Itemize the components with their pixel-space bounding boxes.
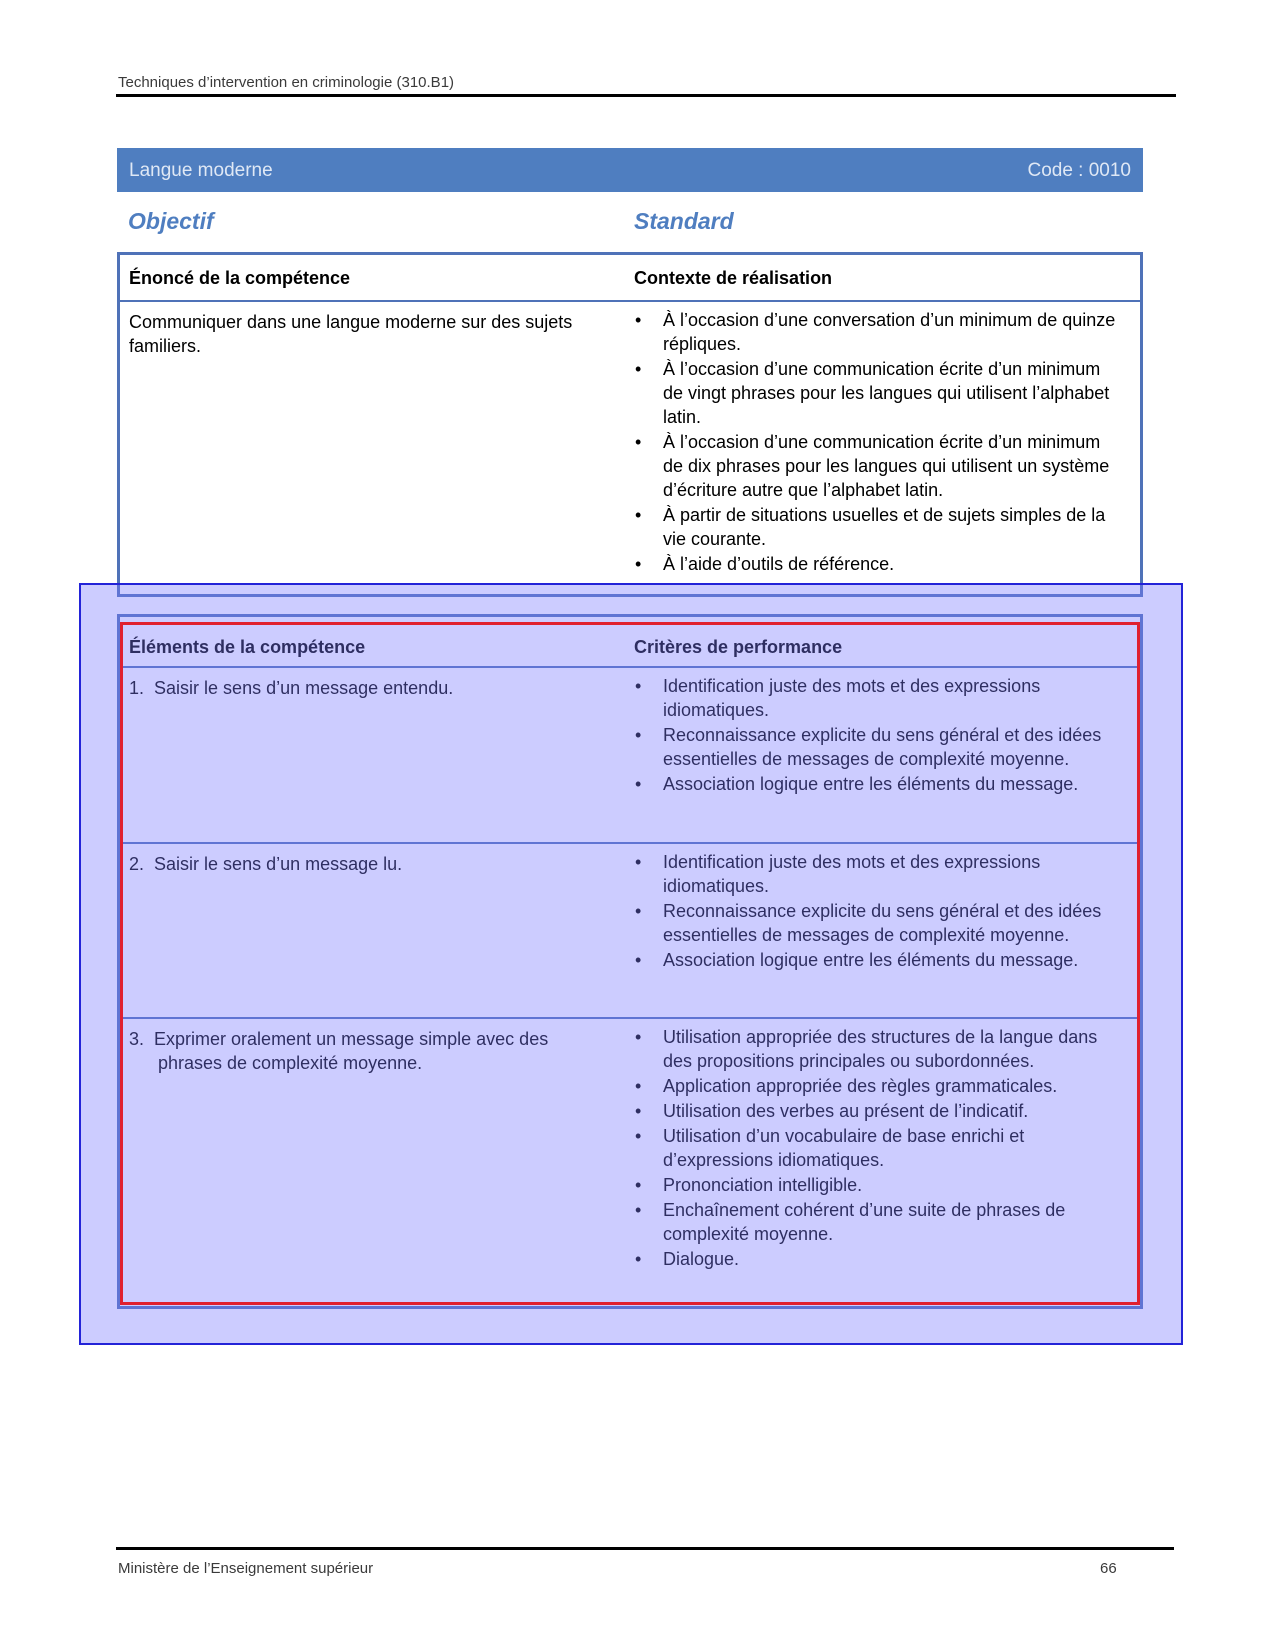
context-item: • À l’aide d’outils de référence. — [635, 554, 895, 574]
criteria-item: • Identification juste des mots et des expressions idiomatiques. — [635, 852, 1041, 896]
criteria-list-1 — [634, 674, 1124, 797]
bullet-icon: • — [635, 432, 642, 452]
table-divider — [120, 666, 1140, 668]
program-title: Techniques d’intervention en criminologie (310.B1) — [118, 74, 455, 91]
criteria-item: • Utilisation d’un vocabulaire de base enrichi et d’expressions idiomatiques. — [635, 1126, 1025, 1170]
criteria-header: Critères de performance — [634, 637, 843, 657]
context-item: • À l’occasion d’une communication écrite d’un minimum de vingt phrases pour les langues qui utilisent l’alphabet latin. — [635, 359, 1110, 427]
competence-statement: Communiquer dans une langue moderne sur des sujets familiers. — [129, 312, 573, 356]
bullet-icon: • — [635, 1249, 642, 1269]
criteria-list-2 — [634, 850, 1124, 973]
competence-table — [117, 252, 1143, 597]
criteria-item: • Utilisation des verbes au présent de l’indicatif. — [635, 1101, 1029, 1121]
elements-table — [117, 614, 1143, 1309]
criteria-item: • Dialogue. — [635, 1249, 740, 1269]
element-row-2 — [129, 852, 599, 876]
bullet-icon: • — [635, 1200, 642, 1220]
element-number: 1. — [129, 678, 145, 698]
bullet-icon: • — [635, 852, 642, 872]
context-item: • À l’occasion d’une communication écrite d’un minimum de dix phrases pour les langues qui utilisent un système d’écriture autre que l’alphabet latin. — [635, 432, 1110, 500]
element-text: Saisir le sens d’un message entendu. — [154, 678, 454, 698]
bullet-icon: • — [635, 725, 642, 745]
competence-statement-header: Énoncé de la compétence — [129, 268, 351, 288]
page-number: 66 — [1100, 1560, 1117, 1577]
criteria-item: • Application appropriée des règles grammaticales. — [635, 1076, 1058, 1096]
bullet-icon: • — [635, 676, 642, 696]
criteria-item: • Enchaînement cohérent d’une suite de phrases de complexité moyenne. — [635, 1200, 1066, 1244]
criteria-item: • Association logique entre les éléments du message. — [635, 950, 1079, 970]
bullet-icon: • — [635, 774, 642, 794]
criteria-item: • Association logique entre les éléments du message. — [635, 774, 1079, 794]
element-text: Exprimer oralement un message simple avec des phrases de complexité moyenne. — [154, 1029, 549, 1073]
context-header: Contexte de réalisation — [634, 268, 833, 288]
bullet-icon: • — [635, 359, 642, 379]
bullet-icon: • — [635, 554, 642, 574]
bullet-icon: • — [635, 1076, 642, 1096]
context-list — [634, 308, 1124, 577]
header-divider — [116, 94, 1176, 97]
criteria-item: • Reconnaissance explicite du sens général et des idées essentielles de messages de complexité moyenne. — [635, 901, 1102, 945]
criteria-item: • Identification juste des mots et des expressions idiomatiques. — [635, 676, 1041, 720]
criteria-list-3 — [634, 1025, 1124, 1272]
bullet-icon: • — [635, 950, 642, 970]
bullet-icon: • — [635, 1027, 642, 1047]
bullet-icon: • — [635, 901, 642, 921]
element-text: Saisir le sens d’un message lu. — [154, 854, 403, 874]
element-row-3 — [129, 1027, 599, 1075]
course-bar — [117, 148, 1143, 192]
ministry-name: Ministère de l’Enseignement supérieur — [118, 1560, 374, 1577]
context-item: • À partir de situations usuelles et de sujets simples de la vie courante. — [635, 505, 1106, 549]
row-divider — [120, 842, 1140, 844]
section-objectif: Objectif — [128, 208, 214, 234]
element-number: 3. — [129, 1029, 145, 1049]
element-number: 2. — [129, 854, 145, 874]
course-code: Code : 0010 — [1027, 160, 1131, 181]
elements-header: Éléments de la compétence — [129, 637, 366, 657]
context-item: • À l’occasion d’une conversation d’un minimum de quinze répliques. — [635, 310, 1116, 354]
bullet-icon: • — [635, 310, 642, 330]
row-divider — [120, 1017, 1140, 1019]
table-divider — [120, 300, 1140, 302]
criteria-item: • Reconnaissance explicite du sens général et des idées essentielles de messages de complexité moyenne. — [635, 725, 1102, 769]
bullet-icon: • — [635, 1101, 642, 1121]
criteria-item: • Prononciation intelligible. — [635, 1175, 863, 1195]
bullet-icon: • — [635, 505, 642, 525]
footer-divider — [116, 1547, 1174, 1550]
element-row-1 — [129, 676, 599, 700]
bullet-icon: • — [635, 1175, 642, 1195]
course-name: Langue moderne — [129, 160, 273, 181]
section-standard: Standard — [634, 208, 734, 234]
bullet-icon: • — [635, 1126, 642, 1146]
criteria-item: • Utilisation appropriée des structures de la langue dans des propositions principales ou subordonnées. — [635, 1027, 1098, 1071]
